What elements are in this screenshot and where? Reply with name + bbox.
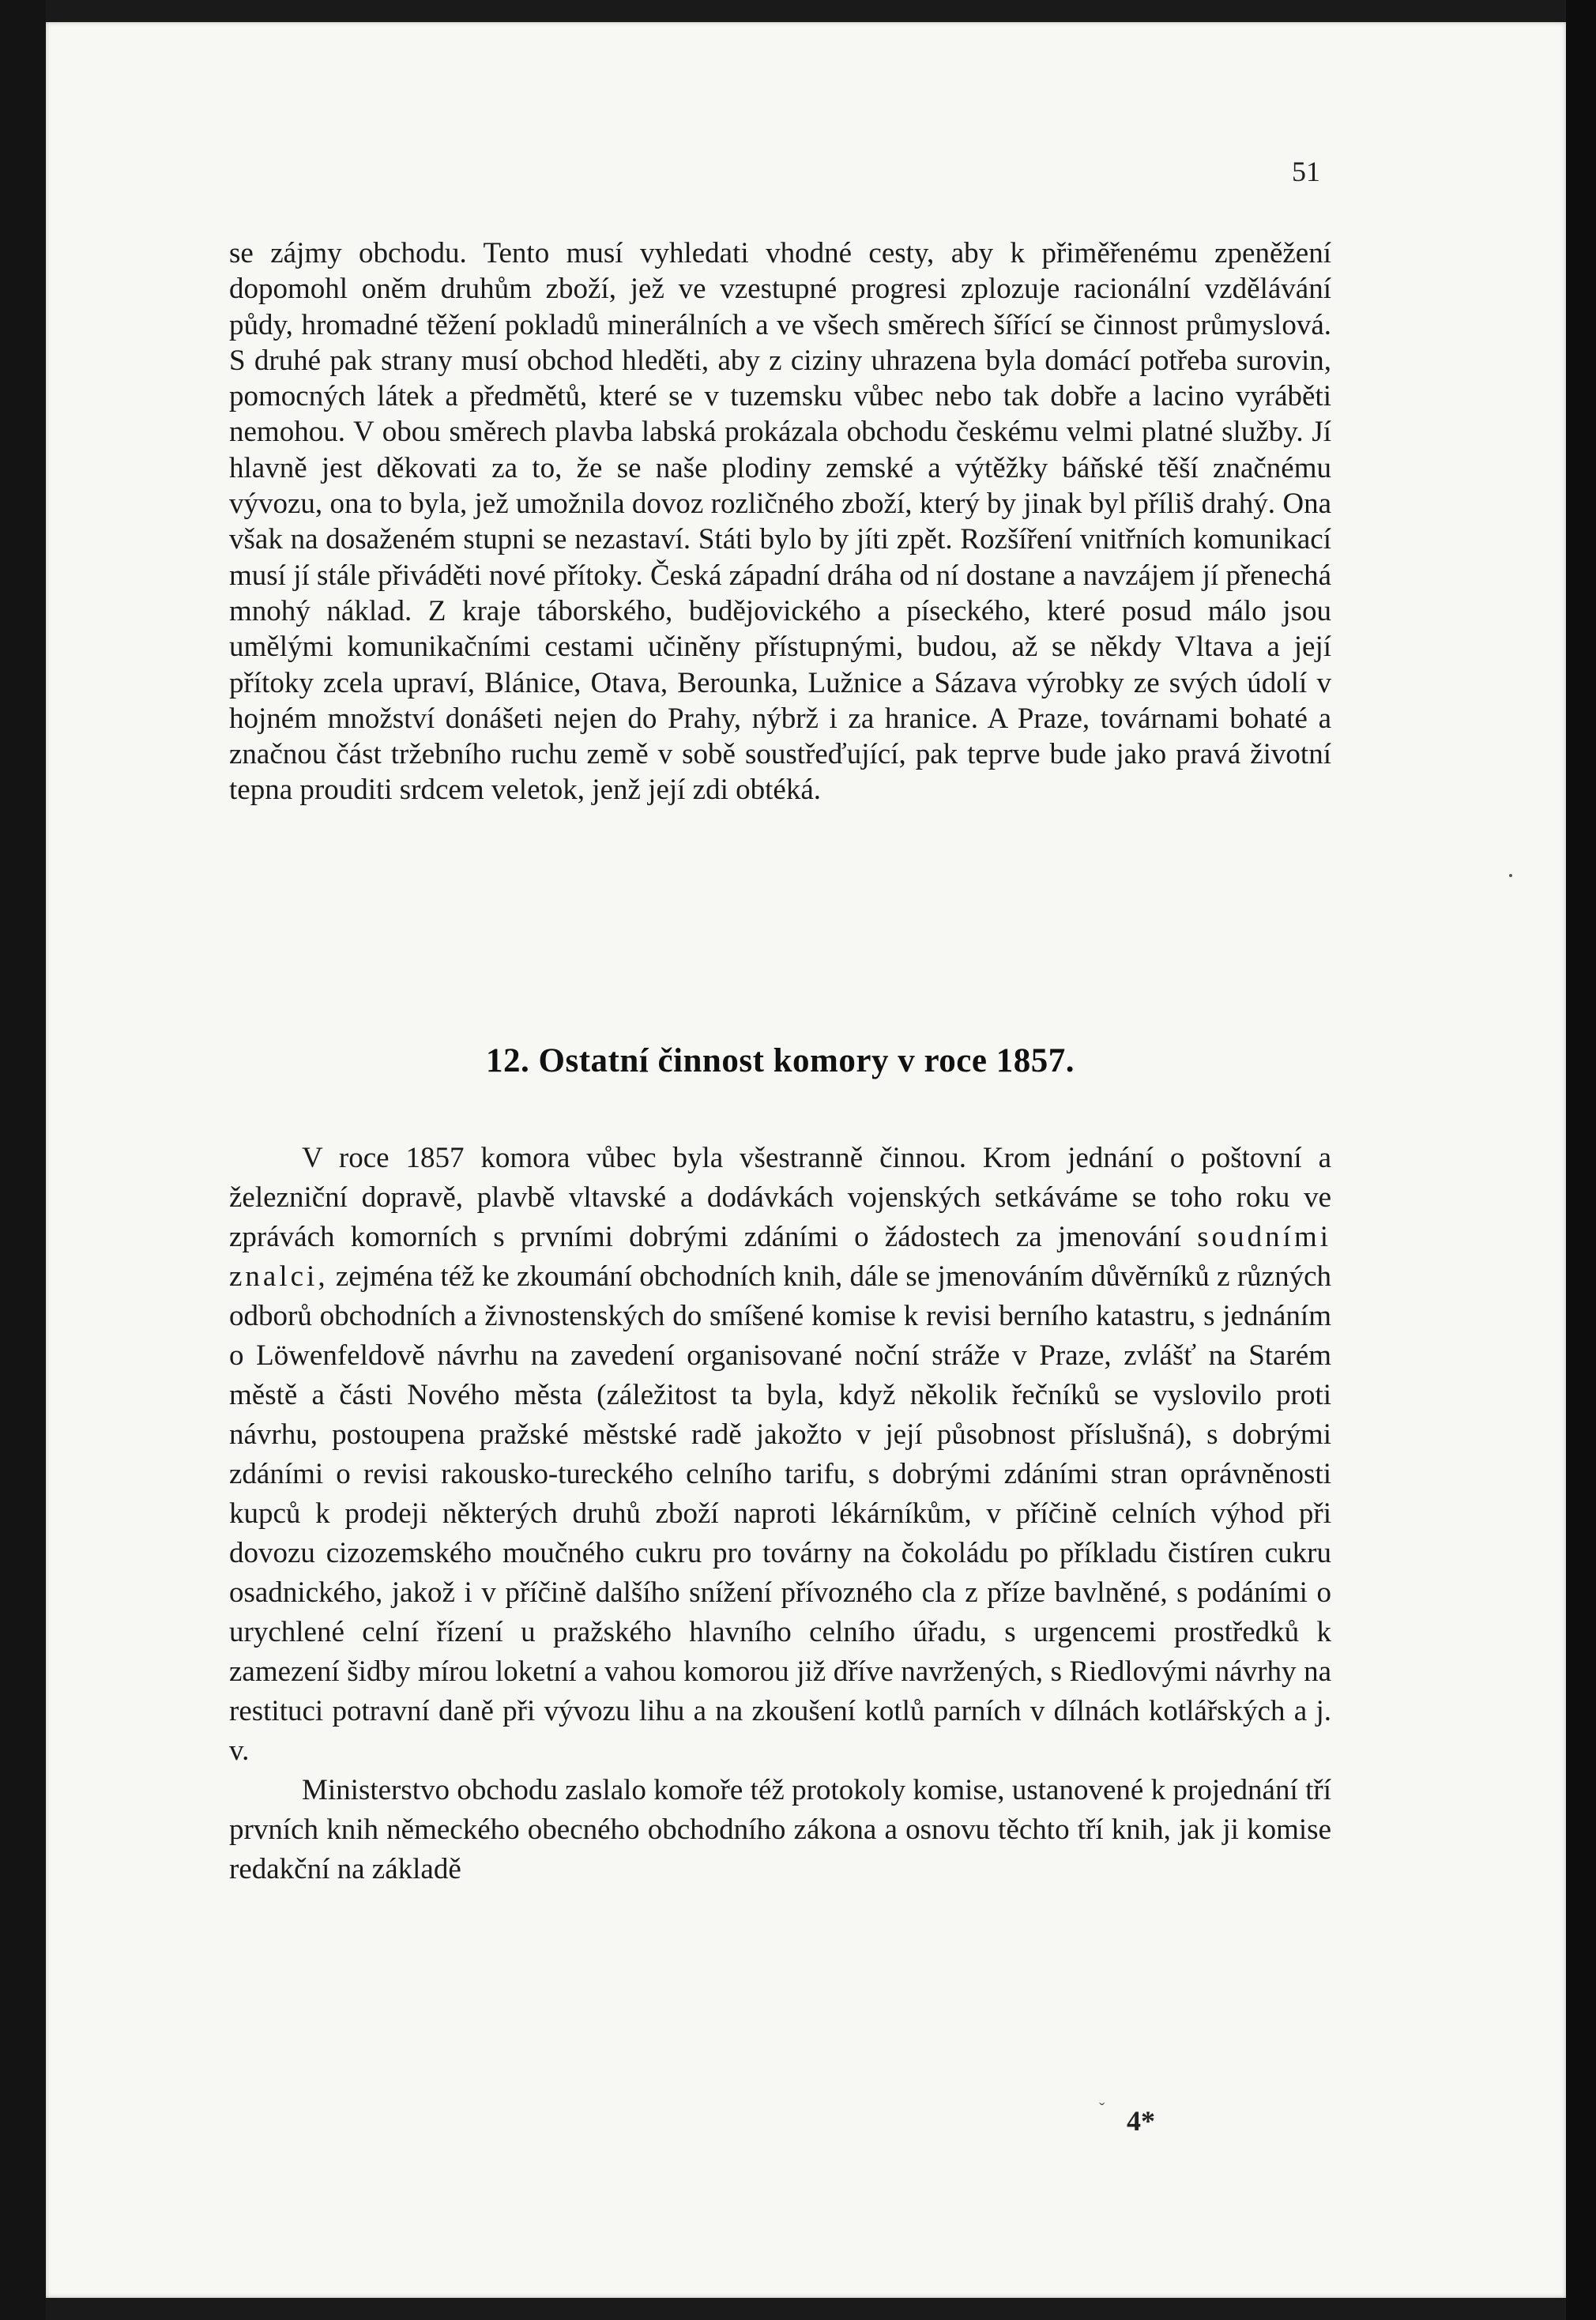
lower-text: [229, 1139, 1331, 1889]
scan-edge-left: [0, 0, 46, 2320]
signature-mark: 4*: [1127, 2105, 1155, 2137]
paragraph-1: [229, 1139, 1331, 1771]
section-heading: 12. Ostatní činnost komory v roce 1857.: [486, 1042, 1075, 1079]
paragraph-1-part-a: V roce 1857 komora vůbec byla všestranně činnou. Krom jednání o poštovní a železniční dopravě, plavbě vltavské a dodávkách vojenských setkáváme se toho roku ve zprávách komorních s prvními dobrými zdáními o žádostech za jmenování: [229, 1142, 1331, 1253]
page-number: 51: [1292, 156, 1320, 187]
scan-edge-right: [1566, 0, 1596, 2320]
book-page: [46, 22, 1566, 2298]
upper-paragraph-text: se zájmy obchodu. Tento musí vyhledati vhodné cesty, aby k přiměřenému zpeněžení dopomohl oněm druhům zboží, jež ve vzestupné progresi zplozuje racionální vzdělávání půdy, hromadné těžení pokladů minerálních a ve všech směrech šířící se činnost průmyslová. S druhé pak strany musí obchod hleděti, aby z ciziny uhrazena byla domácí potřeba surovin, pomocných látek a předmětů, které se v tuzemsku vůbec nebo tak dobře a lacino vyráběti nemohou. V obou směrech plavba labská prokázala obchodu českému velmi platné služby. Jí hlavně jest děkovati za to, že se naše plodiny zemské a výtěžky báňské těší značnému vývozu, ona to byla, jež umožnila dovoz rozličného zboží, který by jinak byl příliš drahý. Ona však na dosaženém stupni se nezastaví. Státi bylo by jíti zpět. Rozšíření vnitřních komunikací musí jí stále přiváděti nové přítoky. Česká západní dráha od ní dostane a navzájem jí přenechá mnohý náklad. Z kraje táborského, budějovického a píseckého, které posud málo jsou umělými komunikačními cestami učiněny přístupnými, budou, až se někdy Vltava a její přítoky zcela upraví, Blánice, Otava, Berounka, Lužnice a Sázava výrobky ze svých údolí v hojném množství donášeti nejen do Prahy, nýbrž i za hranice. A Praze, továrnami bohaté a značnou část tržebního ruchu země v sobě soustřeďující, pak teprve bude jako pravá životní tepna prouditi srdcem veletok, jenž její zdi obtéká.: [229, 237, 1331, 807]
paragraph-2: Ministerstvo obchodu zaslalo komoře též protokoly komise, ustanovené k projednání tří prvních knih německého obecného obchodního zákona a osnovu těchto tří knih, jak ji komise redakční na základě: [229, 1774, 1331, 1885]
margin-dot: [1509, 874, 1512, 877]
paragraph-1-part-b: zejména též ke zkoumání obchodních knih, dále se jmenováním důvěrníků z různých odborů obchodních a živnostenských do smíšené komise k revisi berního katastru, s jednáním o Löwenfeldově návrhu na zavedení organisované noční stráže v Praze, zvlášť na Starém městě a části Nového města (záležitost ta byla, když několik řečníků se vyslovilo proti návrhu, postoupena pražské městské radě jakožto v její působnost příslušná), s dobrými zdáními o revisi rakousko-tureckého celního tarifu, s dobrými zdáními stran oprávněnosti kupců k prodeji některých druhů zboží naproti lékárníkům, v příčině celních výhod při dovozu cizozemského moučného cukru pro továrny na čokoládu po příkladu čistíren cukru osadnického, jakož i v příčině dalšího snížení přívozného cla z příze bavlněné, s podáními o urychlené celní řízení u pražského hlavního celního úřadu, s urgencemi prostředků k zamezení šidby mírou loketní a vahou komorou již dříve navržených, s Riedlovými návrhy na restituci potravní daně při vývozu lihu a na zkoušení kotlů parních v dílnách kotlářských a j. v.: [229, 1260, 1331, 1767]
paragraph-1-spaced-term: soudními znalci,: [229, 1221, 1332, 1293]
upper-paragraph: [229, 235, 1331, 808]
footer-mark: ˇ: [1099, 2099, 1105, 2119]
